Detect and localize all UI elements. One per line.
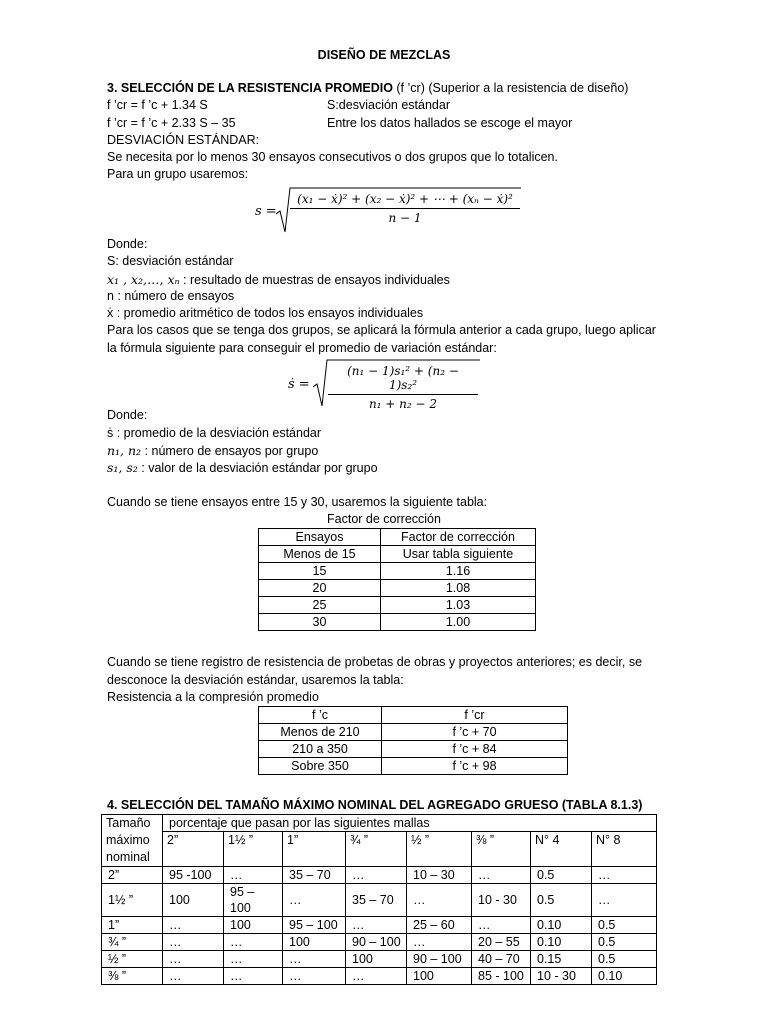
table-header: Ensayos (259, 529, 381, 546)
section-3-heading: 3. SELECCIÓN DE LA RESISTENCIA PROMEDIO (f ’cr) (Superior a la resistencia de diseño) (107, 81, 629, 95)
donde-label: Donde: (107, 408, 148, 422)
page-title: DISEÑO DE MEZCLAS (317, 48, 451, 62)
donde-label: Donde: (107, 237, 148, 251)
definition-sbar: ṡ : promedio de la desviación estándar (107, 426, 322, 440)
table-header: N° 4 (531, 832, 592, 867)
table-row: 20 1.08 (259, 580, 536, 597)
equation-1-numerator: (x₁ − ẋ)² + (x₂ − ẋ)² + ⋯ + (xₙ − ẋ)² (290, 192, 520, 209)
table-row: 1” … 100 95 – 100 … 25 – 60 … 0.10 0.5 (102, 917, 657, 934)
equation-1-fraction (290, 192, 520, 225)
table-row: 210 a 350 f ’c + 84 (259, 741, 568, 758)
formula-fcr-1: f ’cr = f ’c + 1.34 S (107, 98, 208, 112)
table-row: 30 1.00 (259, 614, 536, 631)
table-row: ¾ ” … … 100 90 – 100 … 20 – 55 0.10 0.5 (102, 934, 657, 951)
paragraph-line: Se necesita por lo menos 30 ensayos consecutivos o dos grupos que lo totalicen. (107, 150, 558, 164)
equation-1-lhs: s = (255, 204, 277, 219)
table-1-caption: Factor de corrección (327, 512, 441, 526)
definition-n: n : número de ensayos (107, 289, 235, 303)
table-header: 1” (283, 832, 346, 867)
equation-2-denominator: n₁ + n₂ − 2 (368, 397, 438, 411)
formula-fcr-2: f ’cr = f ’c + 2.33 S – 35 (107, 116, 236, 130)
paragraph-line: Cuando se tiene registro de resistencia de probetas de obras y proyectos anteriores; es decir, se (107, 655, 643, 669)
formula-fcr-1-note: S:desviación estándar (327, 98, 450, 112)
paragraph-line: Para los casos que se tenga dos grupos, se aplicará la fórmula anterior a cada grupo, luego aplicar (107, 323, 656, 337)
paragraph-line: la fórmula siguiente para conseguir el promedio de variación estándar: (107, 341, 497, 355)
paragraph-line: desconoce la desviación estándar, usaremos la tabla: (107, 673, 404, 687)
table-row: ⅜ ” … … … … 100 85 - 100 10 - 30 0.10 (102, 968, 657, 985)
table-header: 2” (163, 832, 224, 867)
table-header: ⅜ ” (472, 832, 531, 867)
table-header: f ’c (259, 707, 382, 724)
paragraph-line: Para un grupo usaremos: (107, 167, 249, 181)
table-header: Factor de corrección (381, 529, 536, 546)
table-row: 25 1.03 (259, 597, 536, 614)
table-header: 1½ ” (224, 832, 283, 867)
table-row: Sobre 350 f ’c + 98 (259, 758, 568, 775)
table-span-header: porcentaje que pasan por las siguientes mallas (163, 815, 657, 832)
table-row: 15 1.16 (259, 563, 536, 580)
table-2-caption: Resistencia a la compresión promedio (107, 690, 319, 704)
table-1-intro: Cuando se tiene ensayos entre 15 y 30, usaremos la siguiente tabla: (107, 495, 488, 509)
formula-fcr-2-note: Entre los datos hallados se escoge el mayor (327, 116, 573, 130)
definition-n-groups: n₁, n₂ : número de ensayos por grupo (107, 443, 319, 458)
section-4-heading: 4. SELECCIÓN DEL TAMAÑO MÁXIMO NOMINAL DEL AGREGADO GRUESO (TABLA 8.1.3) (107, 798, 643, 812)
table-row: 2” 95 -100 … 35 – 70 … 10 – 30 … 0.5 … (102, 867, 657, 884)
definition-xbar: ẋ : promedio aritmético de todos los ensayos individuales (107, 306, 424, 320)
equation-2-fraction (328, 364, 478, 411)
table-corner-header: Tamaño máximo nominal (102, 815, 163, 867)
table-row: 1½ ” 100 95 – 100 … 35 – 70 … 10 - 30 0.5 … (102, 884, 657, 917)
table-row: Menos de 210 f ’c + 70 (259, 724, 568, 741)
definition-s-groups: s₁, s₂ : valor de la desviación estándar por grupo (107, 460, 378, 475)
equation-1-denominator: n − 1 (388, 211, 422, 225)
resistance-table (258, 706, 568, 775)
table-header: ¾ ” (346, 832, 407, 867)
correction-factor-table (258, 528, 536, 631)
aggregate-size-table (101, 814, 657, 985)
table-header: ½ ” (407, 832, 472, 867)
table-header: f ’cr (382, 707, 568, 724)
table-row: Menos de 15 Usar tabla siguiente (259, 546, 536, 563)
desviacion-heading: DESVIACIÓN ESTÁNDAR: (107, 133, 260, 147)
definition-s: S: desviación estándar (107, 254, 234, 268)
table-header: N° 8 (592, 832, 657, 867)
equation-2-numerator: (n₁ − 1)s₁² + (n₂ − 1)s₂² (328, 364, 478, 395)
equation-2-lhs: ṡ = (288, 377, 310, 392)
table-row: ½ ” … … … 100 90 – 100 40 – 70 0.15 0.5 (102, 951, 657, 968)
definition-x: x₁ , x₂,…, xₙ : resultado de muestras de ensayos individuales (107, 272, 450, 287)
